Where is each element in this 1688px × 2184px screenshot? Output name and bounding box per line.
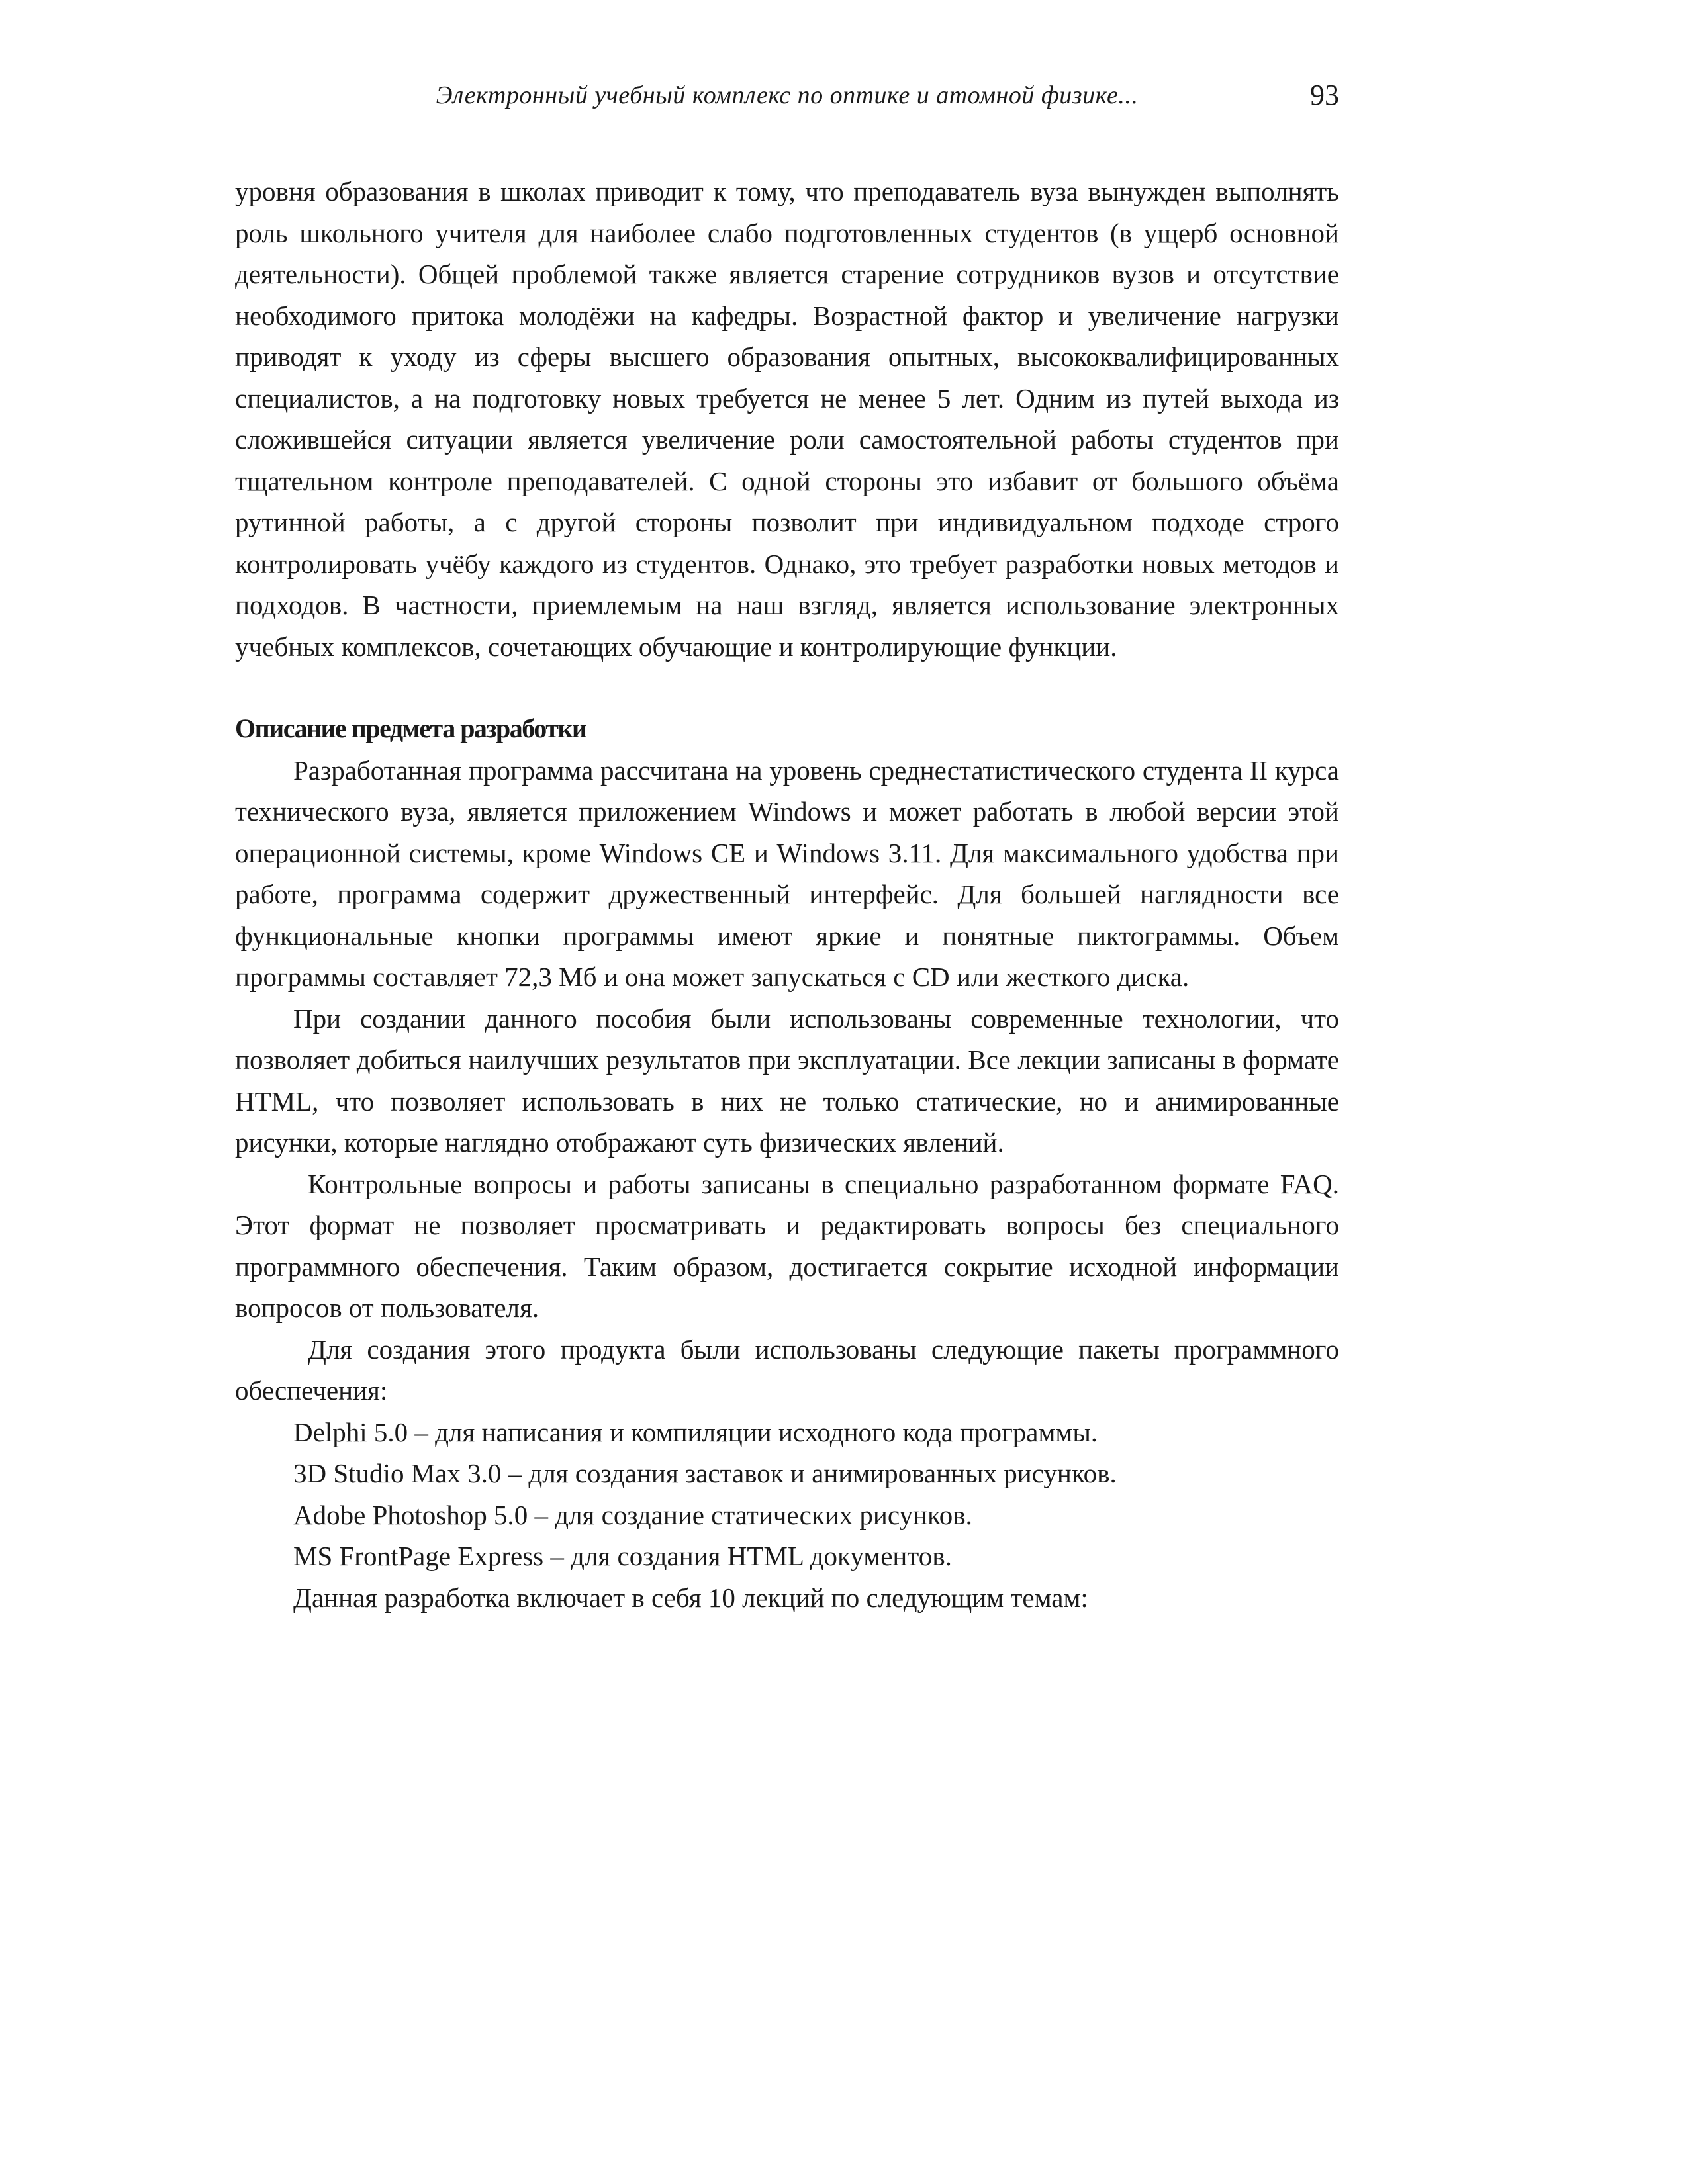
running-title: Электронный учебный комплекс по оптике и атомной физике... [436, 81, 1139, 109]
list-item-photoshop: Adobe Photoshop 5.0 – для создание статических рисунков. [293, 1499, 972, 1530]
page-number: 93 [1310, 79, 1339, 111]
list-item-3dsmax: 3D Studio Max 3.0 – для создания заставок и анимированных рисунков. [293, 1458, 1117, 1488]
paragraph-program-description: Разработанная программа рассчитана на уровень среднестатистического студента II курса технического вуза, является приложением Windows и может работать в любой версии этой операционной системы, кроме Windows CE и Windows 3.11. Для максимального удобства при работе, программа содержит дружественный интерфейс. Для большей наглядности все функциональные кнопки программы имеют яркие и понятные пиктограммы. Объем программы составляет 72,3 Мб и она может запускаться с CD или жесткого диска. [235, 754, 1339, 992]
list-item-delphi: Delphi 5.0 – для написания и компиляции исходного кода программы. [293, 1416, 1098, 1447]
paragraph-software-intro: Для создания этого продукта были использованы следующие пакеты программного обеспечения: [235, 1334, 1339, 1406]
section-gap [235, 667, 1339, 708]
paragraph-technologies: При создании данного пособия были использованы современные технологии, что позволяет добиться наилучших результатов при эксплуатации. Все лекции записаны в формате HTML, что позволяет использовать в них не только статические, но и анимированные рисунки, которые наглядно отображают суть физических явлений. [235, 1003, 1339, 1158]
list-item-frontpage: MS FrontPage Express – для создания HTML документов. [293, 1541, 952, 1571]
paragraph-faq-format: Контрольные вопросы и работы записаны в специально разработанном формате FAQ. Этот формат не позволяет просматривать и редактировать вопросы без специального программного обеспечения. Таким образом, достигается сокрытие исходной информации вопросов от пользователя. [235, 1168, 1339, 1323]
closing-line: Данная разработка включает в себя 10 лекций по следующим темам: [293, 1582, 1088, 1613]
running-header [235, 78, 1339, 118]
body-text [235, 171, 1339, 1618]
section-heading: Описание предмета разработки [235, 713, 586, 743]
intro-paragraph: уровня образования в школах приводит к тому, что преподаватель вуза вынужден выполнять роль школьного учителя для наиболее слабо подготовленных студентов (в ущерб основной деятельности). Общей проблемой также является старение сотрудников вузов и отсутствие необходимого притока молодёжи на кафедры. Возрастной фактор и увеличение нагрузки приводят к уходу из сферы высшего образования опытных, высококвалифицированных специалистов, а на подготовку новых требуется не менее 5 лет. Одним из путей выхода из сложившейся ситуации является увеличение роли самостоятельной работы студентов при тщательном контроле преподавателей. С одной стороны это избавит от большого объёма рутинной работы, а с другой стороны позволит при индивидуальном подходе строго контролировать учёбу каждого из студентов. Однако, это требует разработки новых методов и подходов. В частности, приемлемым на наш взгляд, является использование электронных учебных комплексов, сочетающих обучающие и контролирующие функции. [235, 176, 1339, 662]
